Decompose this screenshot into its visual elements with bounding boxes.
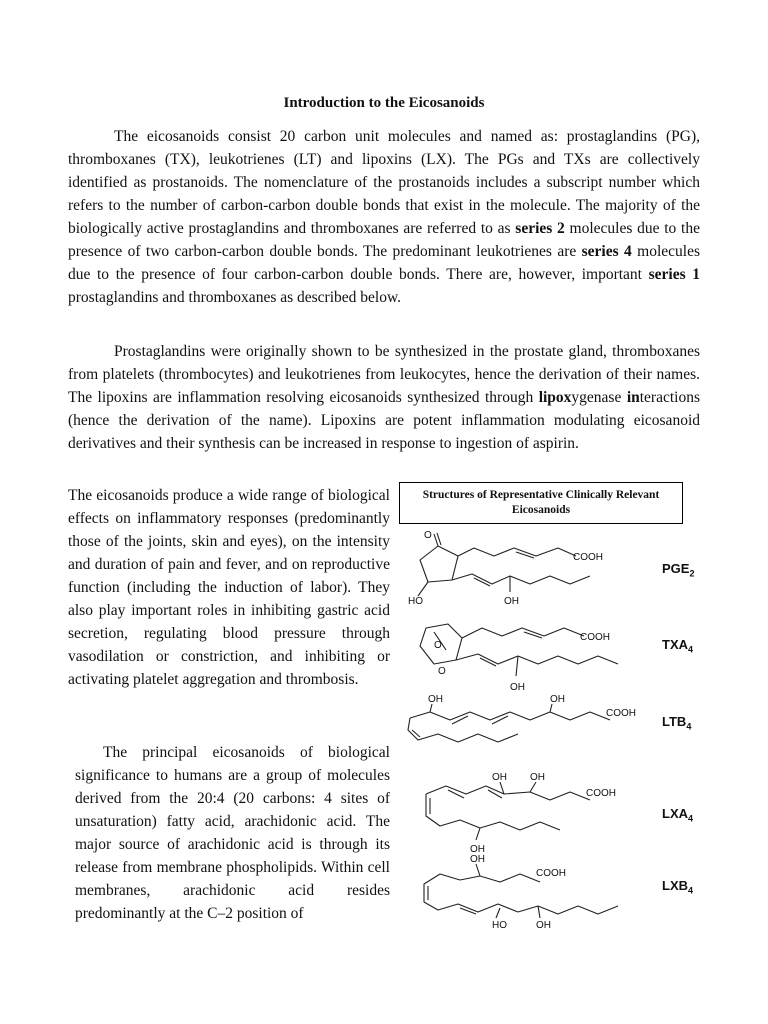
text-run: series 1 — [648, 266, 700, 283]
pge2-ketone-label: O — [424, 530, 432, 541]
lxb4-oh3-label: OH — [536, 920, 551, 931]
text-run: series 4 — [581, 243, 632, 260]
pge2-diagram — [400, 526, 658, 610]
structure-pge2 — [400, 526, 658, 610]
ltb4-diagram — [400, 690, 658, 756]
lxa4-oh3-label: OH — [470, 844, 485, 854]
label-pge2: $PGE_2$ — [662, 561, 695, 579]
figure-caption-box — [399, 482, 683, 524]
lxb4-oh2-label: HO — [492, 920, 507, 931]
txa4-acid-label: COOH — [580, 632, 610, 643]
label-lxb4: $LXB_4$ — [662, 878, 694, 896]
pge2-oh2-label: OH — [504, 596, 519, 607]
structure-lxb4 — [400, 852, 658, 932]
structure-ltb4 — [400, 690, 658, 756]
label-txa4: $TXA_4$ — [662, 637, 694, 655]
pge2-ring — [420, 546, 458, 582]
text-run: Prostaglandins were originally shown to be synthesized in the prostate gland, thromboxanes from platelets (thrombocytes) and leukotrienes from leukocytes, hence the derivation of their names. The lipoxins are inflammation resolving eicosanoids synthesized through — [68, 343, 700, 406]
lxa4-oh1-label: OH — [492, 772, 507, 783]
lxa4-oh2-label: OH — [530, 772, 545, 783]
structure-lxa4 — [400, 768, 658, 854]
text-run: series 2 — [515, 220, 565, 237]
text-run: ygenase — [571, 389, 627, 406]
paragraph-eicosanoid-classes — [68, 125, 700, 309]
figure-caption: Structures of Representative Clinically Relevant Eicosanoids — [422, 489, 660, 516]
paragraph-origins — [68, 340, 700, 455]
lxb4-oh1-label: OH — [470, 854, 485, 865]
lxa4-acid-label: COOH — [586, 788, 616, 799]
text-run: molecules due to the presence of four carbon-carbon double bonds. There are, however, important — [68, 243, 701, 283]
pge2-acid-label: COOH — [573, 552, 603, 563]
text-run: prostaglandins and thromboxanes as described below. — [68, 289, 402, 306]
txa4-oh-label: OH — [510, 682, 525, 693]
pge2-oh1-label: HO — [408, 596, 423, 607]
ltb4-oh1-label: OH — [428, 694, 443, 705]
text-run: lipox — [538, 389, 572, 406]
label-ltb4: $LTB_4$ — [662, 714, 692, 732]
text-run: The eicosanoids consist 20 carbon unit molecules and named as: prostaglandins (PG), thromboxanes (TX), leukotrienes (LT) and lipoxins (LX). The PGs and TXs are collectively identified as prostanoids. The nomenclature of the prostanoids includes a subscript number which refers to the number of carbon-carbon double bonds that exist in the molecule. The majority of the biologically active prostaglandins and thromboxanes are referred to as — [68, 128, 700, 237]
txa4-o1-label: O — [434, 640, 442, 651]
txa4-diagram — [400, 614, 658, 698]
paragraph-biological-effects — [68, 484, 390, 691]
ltb4-acid-label: COOH — [606, 708, 636, 719]
text-run: The eicosanoids produce a wide range of biological effects on inflammatory responses (predominantly those of the joints, skin and eyes), on the intensity and duration of pain and fever, and on reproductive function (including the induction of labor). They also play important roles in inhibiting gastric acid secretion, regulating blood pressure through vasodilation or constriction, and inhibiting or activating platelet aggregation and thrombosis. — [68, 487, 390, 688]
lxb4-diagram — [400, 852, 658, 932]
label-lxa4: $LXA_4$ — [662, 806, 694, 824]
text-run: The principal eicosanoids of biological significance to humans are a group of molecules derived from the 20:4 (20 carbons: 4 sites of unsaturation) fatty acid, arachidonic acid. The major source of arachidonic acid is through its release from membrane phospholipids. Within cell membranes, arachidonic acid resides predominantly at the C–2 position of — [75, 744, 390, 922]
lxb4-acid-label: COOH — [536, 868, 566, 879]
text-run: in — [626, 389, 640, 406]
structure-txa4 — [400, 614, 658, 698]
text-run: molecules due to the presence of two carbon-carbon double bonds. The predominant leukotrienes are — [68, 220, 700, 260]
ltb4-oh2-label: OH — [550, 694, 565, 705]
text-run: teractions (hence the derivation of the name). Lipoxins are potent inflammation modulating eicosanoid derivatives and their synthesis can be increased in response to ingestion of aspirin. — [68, 389, 701, 452]
document-title: Introduction to the Eicosanoids — [283, 95, 485, 111]
lxa4-diagram — [400, 768, 658, 854]
paragraph-arachidonic-acid — [75, 741, 390, 925]
txa4-o2-label: O — [438, 666, 446, 677]
